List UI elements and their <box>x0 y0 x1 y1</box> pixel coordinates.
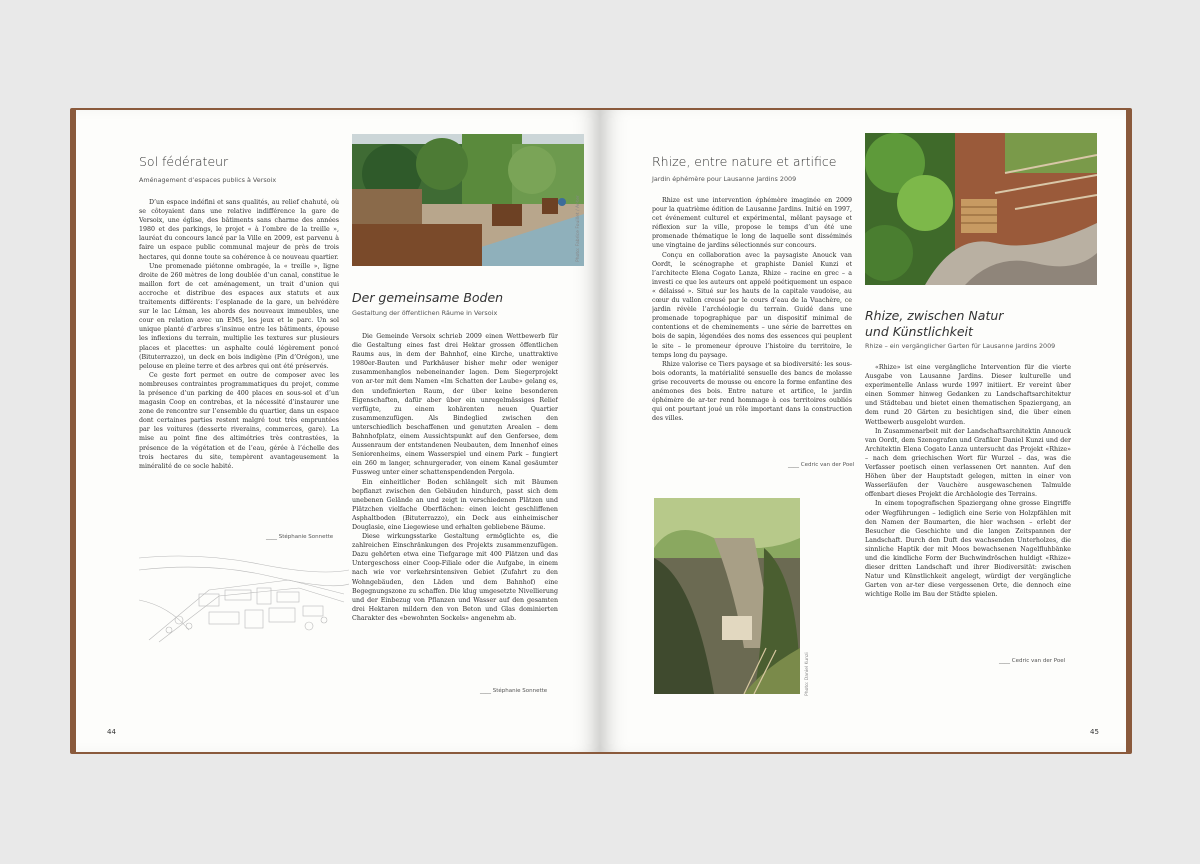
paragraph: Ein einheitlicher Boden schlängelt sich mit Bäumen bepflanzt zwischen den Gebäuden hindurch, passt sich dem unebenen Gelände an und zeigt in verschiedenen Plätzen und Plätzchen vielfache Oberflächen: einen leicht geschliffenen Asphaltboden (Bituterrazzo), ein Deck aus einheimischer Douglasie, eine Liegewiese und erhalten gebliebene Bäume. <box>352 478 558 531</box>
article-body-de-versoix <box>352 332 558 692</box>
signature-sonnette-fr: ____ Stéphanie Sonnette <box>266 534 334 540</box>
article-body-fr-versoix <box>139 198 339 536</box>
article-title-rhize-fr: Rhize, entre nature et artifice <box>652 154 837 169</box>
paragraph: Rhize valorise ce Tiers paysage et sa biodiversité: les sous-bois odorants, la matérialité sensuelle des bancs de molasse grise recouverts de mousse ou encore la forme enfantine des anémones des bois. Entre nature et artifice, le jardin éphémère de ar-ter rend hommage à ces territoires oubliés qui ont pourtant joué un rôle important dans la construction des villes. <box>652 360 852 423</box>
page-number-right: 45 <box>1090 728 1099 736</box>
article-title-sol-federateur: Sol fédérateur <box>139 154 229 169</box>
article-subtitle-rhize-de: Rhize – ein vergänglicher Garten für Lausanne Jardins 2009 <box>865 342 1056 350</box>
photo-treille-canal <box>352 134 584 266</box>
article-subtitle-rhize-fr: Jardin éphémère pour Lausanne Jardins 2009 <box>652 175 797 183</box>
signature-van-der-poel-de: ____ Cedric van der Poel <box>999 658 1066 664</box>
paragraph: Diese wirkungsstarke Gestaltung ermöglichte es, die zahlreichen Einschränkungen des Projekts zusammenzufügen. Dazu gehörten etwa eine Tiefgarage mit 400 Plätzen und das Untergeschoss einer Coop-Filiale oder die Aufgabe, in einem nach wie vor verkehrsintensiven Gebiet (Zufahrt zu den Wohngebäuden, den Läden und dem Bahnhof) eine Begegnungszone zu schaffen. Die klug umgesetzte Nivellierung und der Einbezug von Pflanzen und Wasser auf den gesamten drei Hektaren mildern den von Beton und Glas dominierten Charakter des «bewohnten Sockels» angenehm ab. <box>352 533 558 622</box>
paragraph: D’un espace indéfini et sans qualités, au relief chahuté, où se côtoyaient dans une relative indifférence la gare de Versoix, une église, des bâtiments sans charme des années 1980 et des parkings, le projet « à l’ombre de la treille », lauréat du concours lancé par la Ville en 2009, est parvenu à faire un espace public communal majeur de près de trois hectares, qui donne toute sa cohérence à ce nouveau quartier. <box>139 199 339 261</box>
article-title-rhize-de: Rhize, zwischen Natur und Künstlichkeit <box>865 308 1004 339</box>
paragraph: Conçu en collaboration avec la paysagiste Anouck van Oordt, le scénographe et graphiste Daniel Kunzi et l’architecte Elena Cogato Lanza, Rhize – racine en grec – a investi ce que les auteurs ont appelé poétiquement un espace « délaissé ». Situé sur les hauts de la capitale vaudoise, au cœur du vallon creusé par le cours d’eau de la Vuachère, ce jardin révèle l’archéologie du terrain. Guidé dans une promenade topographique par un dispositif minimal de contentions et de cheminements – une série de barrettes en bois de sapin, légendées des noms des essences qui peuplent le site – le promeneur éprouve l’histoire du territoire, le temps long du paysage. <box>652 251 852 359</box>
right-page <box>600 110 1126 752</box>
article-body-fr-rhize <box>652 196 852 464</box>
page-number-left: 44 <box>107 728 116 736</box>
article-body-de-rhize <box>865 363 1071 655</box>
paragraph: In Zusammenarbeit mit der Landschaftsarchitektin Annouck van Oordt, dem Szenografen und Grafiker Daniel Kunzi und der Architektin Elena Cogato Lanza untersucht das Projekt «Rhize» – nach dem griechischen Wort für Wurzel – das, was die Verfasser poetisch einen verlassenen Ort nannten. Auf den Höhen über der Hauptstadt gelegen, mitten in einer von Wasserläufen der Vauchère ausgewaschenen Talmulde offenbart dieses Projekt die Archäologie des Terrains. <box>865 427 1071 499</box>
photo-rhize-rock-wall <box>654 498 800 694</box>
paragraph: Une promenade piétonne ombragée, la « treille », ligne droite de 260 mètres de long doublée d’un canal, constitue le maillon fort de cet aménagement, un trait d’union qui accroche et distribue des espaces aux statuts et aux traitements différents: l’esplanade de la gare, un belvédère sur le lac Léman, les abords des nouveaux immeubles, une cour en relation avec un EMS, les jeux et le parc. Un sol unique planté d’arbres s’insinue entre les bâtiments, épouse les inflexions du terrain, multiplie les textures sur plusieurs places et placettes: un asphalte coulé légèrement poncé (Bituterrazzo), un deck en bois indigène (Pin d’Orégon), une pelouse en pleine terre et des arbres qui ont été préservés. <box>139 262 339 370</box>
paragraph: «Rhize» ist eine vergängliche Intervention für die vierte Ausgabe von Lausanne Jardins. Dieser kulturelle und experimentelle Anlass wurde 1997 initiiert. Er vereint über einen Sommer hinweg Gedanken zu Landschaftsarchitektur und Städtebau und bietet einen thematischen Spaziergang, an dem rund 20 Gärten zu besichtigen sind, die über einen Wettbewerb ausgelobt wurden. <box>865 364 1071 426</box>
article-subtitle-versoix-fr: Aménagement d’espaces publics à Versoix <box>139 176 277 184</box>
left-page <box>76 110 600 752</box>
photo-credit-versoix: Photo: Fabrice Fouillet / Ar-ter <box>576 195 581 262</box>
site-plan-drawing <box>139 550 349 646</box>
photo-rhize-forest-floor <box>865 133 1097 285</box>
signature-van-der-poel-fr: ____ Cedric van der Poel <box>788 462 855 468</box>
article-subtitle-versoix-de: Gestaltung der öffentlichen Räume in Versoix <box>352 309 498 317</box>
signature-sonnette-de: ____ Stéphanie Sonnette <box>480 688 548 694</box>
article-title-der-gemeinsame-boden: Der gemeinsame Boden <box>352 290 504 305</box>
paragraph: In einem topografischen Spaziergang ohne grosse Eingriffe oder Wegführungen – lediglich eine Serie von Holzpfählen mit den Namen der Baumarten, die hier wachsen – erlebt der Besucher die Geschichte und die langen Zeitspannen der Landschaft. Durch den Duft des wachsenden Unterholzes, die sinnliche Haptik der mit Moos bewachsenen Nagelfluhbänke und die kindliche Form der Buchwindröschen huldigt «Rhize» dieser dritten Landschaft und ihrer Biodiversität: zwischen Natur und Künstlichkeit angelegt, würdigt der vergängliche Garten von ar-ter diese vergessenen Orte, die dennoch eine wichtige Rolle im Bau der Städte spielen. <box>865 500 1071 599</box>
photo-credit-kunzi: Photo: Daniel Kunzi <box>805 652 810 696</box>
paragraph: Rhize est une intervention éphémère imaginée en 2009 pour la quatrième édition de Lausanne Jardins. Initié en 1997, cet événement culturel et expérimental, mêlant paysage et réflexion sur la ville, propose le temps d’un été une promenade thématique le long de laquelle sont disséminés une vingtaine de jardins sélectionnés sur concours. <box>652 197 852 250</box>
paragraph: Ce geste fort permet en outre de composer avec les nombreuses contraintes programmatiques du projet, comme la présence d’un parking de 400 places en sous-sol et d’un magasin Coop en contrebas, et la nécessité d’instaurer une zone de rencontre sur l’ensemble du quartier, dans un espace dont certaines parties restent malgré tout très empruntées par les voitures (desserte riverains, commerces, gare). La mise au point fine des altimétries très contrastées, la présence de la végétation et de l’eau, gérée à l’échelle des trois hectares du site, tempèrent avantageusement la minéralité de ce socle habité. <box>139 371 339 470</box>
paragraph: Die Gemeinde Versoix schrieb 2009 einen Wettbewerb für die Gestaltung eines fast drei Hektar grossen öffentlichen Raums aus, in dem der Bahnhof, eine Kirche, unattraktive 1980er-Bauten und Parkhäuser bisher mehr oder weniger zusammenhanglos nebeneinander lagen. Dem Siegerprojekt von ar-ter mit dem Namen «Im Schatten der Laube» gelang es, den undefinierten Raum, der über keine besonderen Eigenschaften, dafür aber über ein unregelmässiges Relief verfügte, zu einem kohärenten neuen Quartier zusammenzufügen. Als Bindeglied zwischen den unterschiedlich beschaffenen und genutzten Arealen – dem Bahnhofplatz, einem Aussichtspunkt auf den Genfersee, dem Aussenraum der entstandenen Neubauten, dem Innenhof eines Seniorenheims, einem Wasserspiel und einem Park – fungiert ein 260 m langer, schnurgerader, von einem Kanal gesäumter Fussweg unter einer schattenspendenden Pergola. <box>352 333 558 477</box>
